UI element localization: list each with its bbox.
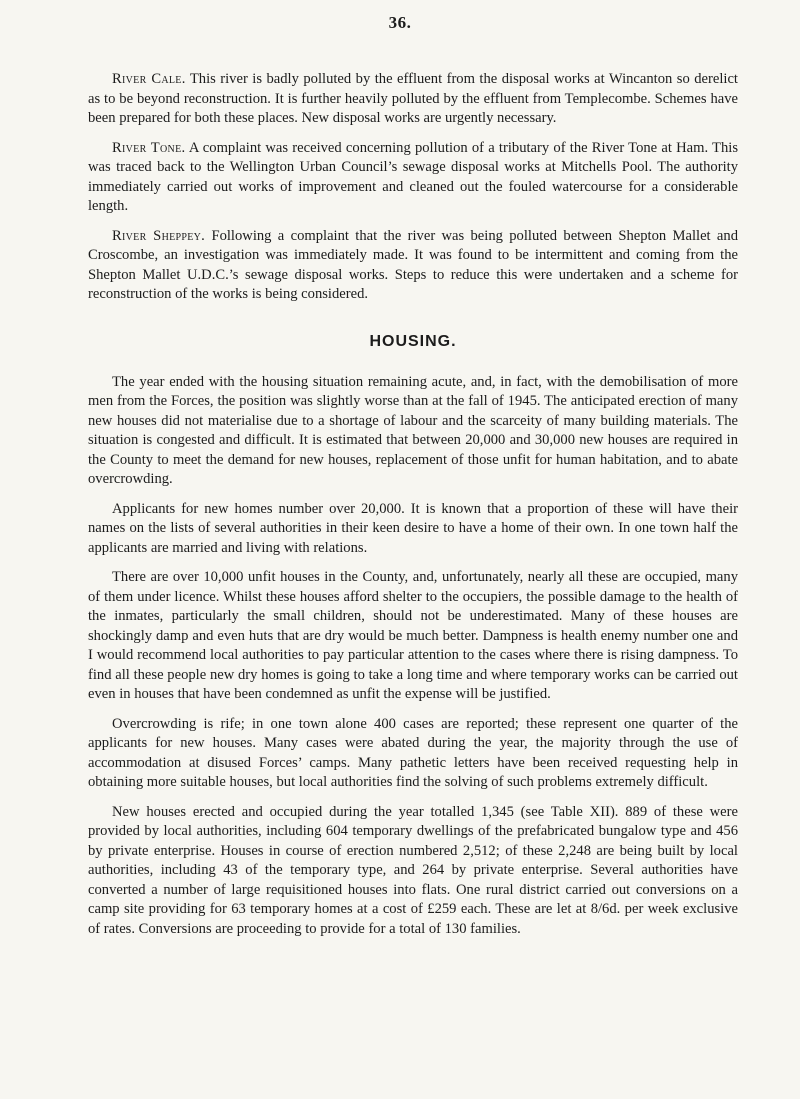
river-sheppey-paragraph (88, 227, 738, 305)
river-sheppey-text: Following a complaint that the river was being polluted between Shepton Mallet and Croscombe, an investigation was immediately made. It was found to be intermittent and coming from the Shepton Mallet U.D.C.’s sewage disposal works. Steps to reduce this were undertaken and a scheme for reconstruction of the works is being considered. (88, 227, 738, 302)
housing-paragraph-2: Applicants for new homes number over 20,000. It is known that a proportion of these will have their names on the lists of several authorities in their keen desire to have a home of their own. In one town half the applicants are married and living with relations. (88, 500, 738, 556)
river-cale-text: This river is badly polluted by the effluent from the disposal works at Wincanton so derelict as to be beyond reconstruction. It is further heavily polluted by the effluent from Templecombe. Schemes have been prepared for both these places. New disposal works are urgently necessary. (88, 71, 738, 126)
river-tone-paragraph (88, 139, 738, 217)
housing-paragraph-5: New houses erected and occupied during the year totalled 1,345 (see Table XII). 889 of these were provided by local authorities, including 604 temporary dwellings of the prefabricated bungalow type and 456 by private enterprise. Houses in course of erection numbered 2,512; of these 2,248 are being built by local authorities, including 43 of the temporary type, and 264 by private enterprise. Several authorities have converted a number of large requisitioned houses into flats. One rural district carried out conversions on a camp site providing for 63 temporary homes at a cost of £259 each. These are let at 8/6d. per week exclusive of rates. Conversions are proceeding to provide for a total of 130 families. (88, 803, 738, 937)
river-cale-title: River Cale. (112, 71, 186, 87)
housing-heading: HOUSING. (369, 332, 457, 350)
page-content (88, 70, 738, 939)
housing-paragraph-3: There are over 10,000 unfit houses in the County, and, unfortunately, nearly all these are occupied, many of them under licence. Whilst these houses afford shelter to the occupiers, the possible damage to the health of the inmates, particularly the small children, should not be underestimated. Many of these houses are shockingly damp and even huts that are dry would be much better. Dampness is health enemy number one and I would recommend local authorities to pay particular attention to the cases where there is rising dampness. To find all these people new dry homes is going to take a long time and where temporary works can be carried out even in houses that have been condemned as unfit the expense will be justified. (88, 569, 738, 702)
housing-paragraph-1: The year ended with the housing situation remaining acute, and, in fact, with the demobilisation of more men from the Forces, the position was slightly worse than at the fall of 1945. The anticipated erection of many new houses did not materialise due to a shortage of labour and the scarceity of many building materials. The situation is congested and difficult. It is estimated that between 20,000 and 30,000 new houses are required in the County to meet the demand for new houses, replacement of those unfit for human habitation, and to abate overcrowding. (88, 373, 738, 487)
river-sheppey-title: River Sheppey. (112, 227, 206, 244)
river-tone-title: River Tone. (112, 139, 186, 156)
housing-paragraph-4: Overcrowding is rife; in one town alone 400 cases are reported; these represent one quarter of the applicants for new houses. Many cases were abated during the year, the majority through the use of accommodation at disused Forces’ camps. Many pathetic letters have been received requesting help in obtaining more suitable houses, but local authorities find the solving of such problems extremely difficult. (88, 715, 738, 790)
river-tone-text: A complaint was received concerning pollution of a tributary of the River Tone at Ham. This was traced back to the Wellington Urban Council’s sewage disposal works at Mitchells Pool. The authority immediately carried out works of improvement and cleaned out the fouled watercourse for a considerable length. (88, 139, 739, 214)
river-cale-paragraph (88, 70, 738, 129)
page-number: 36. (388, 13, 412, 32)
